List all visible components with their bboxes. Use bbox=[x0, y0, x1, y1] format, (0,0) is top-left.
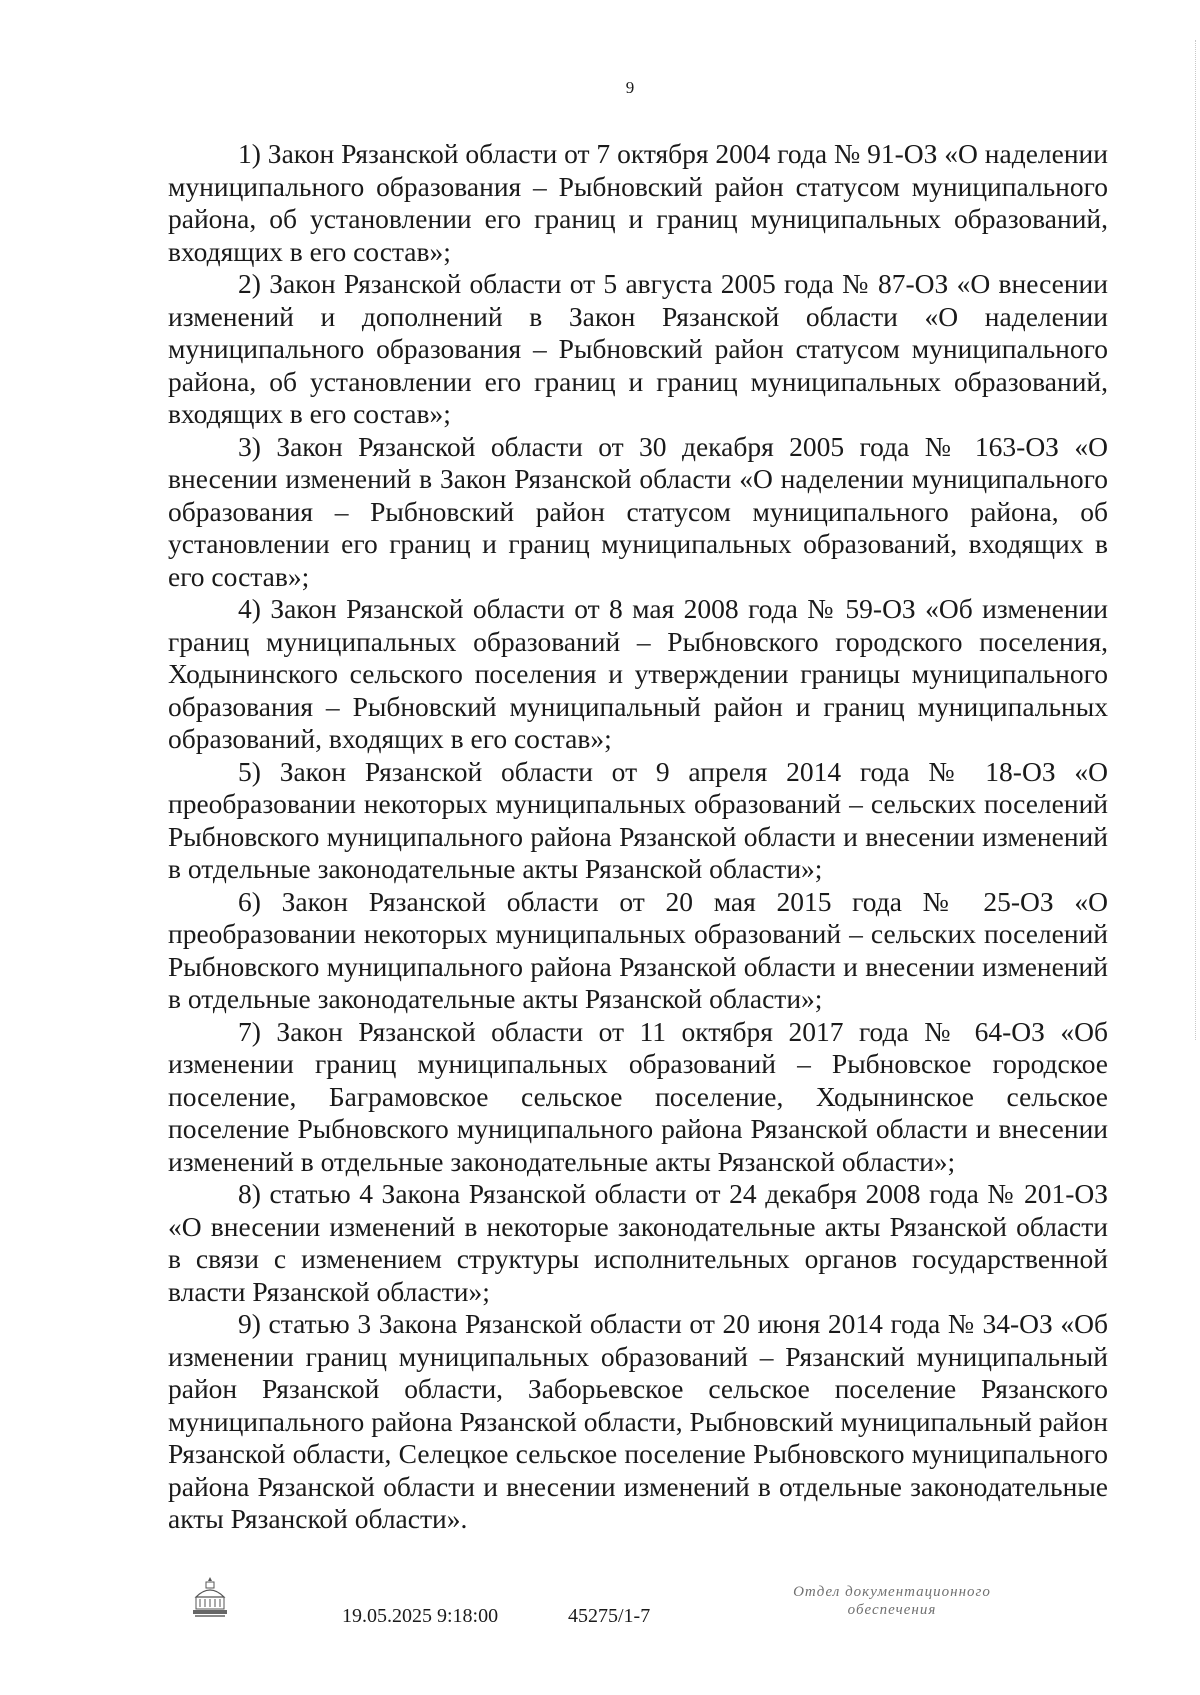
law-item-4: 4) Закон Рязанской области от 8 мая 2008 года № 59-ОЗ «Об изменении границ муниципальных образований – Рыбновского городского поселения, Ходынинского сельского поселения и утверждении границы муниципального образования – Рыбновский муниципальный район и границ муниципальных образований, входящих в его состав»; bbox=[168, 593, 1108, 754]
law-item-1: 1) Закон Рязанской области от 7 октября 2004 года № 91-ОЗ «О наделении муниципального образования – Рыбновский район статусом муниципального района, об установлении его границ и границ муниципальных образований, входящих в его состав»; bbox=[168, 138, 1108, 267]
law-item-2: 2) Закон Рязанской области от 5 августа 2005 года № 87-ОЗ «О внесении изменений и дополнений в Закон Рязанской области «О наделении муниципального образования – Рыбновский район статусом муниципального района, об установлении его границ и границ муниципальных образований, входящих в его состав»; bbox=[168, 268, 1108, 429]
footer-document-number: 45275/1-7 bbox=[568, 1605, 651, 1627]
page-number: 9 bbox=[625, 78, 635, 97]
department-line-1: Отдел документационного bbox=[793, 1584, 991, 1600]
document-body bbox=[168, 138, 1108, 1536]
footer-date: 19.05.2025 9:18:00 bbox=[342, 1605, 499, 1627]
law-item-3: 3) Закон Рязанской области от 30 декабря 2005 года № 163-ОЗ «О внесении изменений в Закон Рязанской области «О наделении муниципального образования – Рыбновский район статусом муниципального района, об установлении его границ и границ муниципальных образований, входящих в его состав»; bbox=[168, 430, 1108, 592]
footer bbox=[0, 1575, 1200, 1645]
law-item-5: 5) Закон Рязанской области от 9 апреля 2014 года № 18-ОЗ «О преобразовании некоторых муниципальных образований – сельских поселений Рыбновского муниципального района Рязанской области и внесении изменений в отдельные законодательные акты Рязанской области»; bbox=[168, 755, 1108, 884]
scan-edge-artifact bbox=[1192, 40, 1196, 1040]
department-line-2: обеспечения bbox=[847, 1602, 937, 1618]
law-item-6: 6) Закон Рязанской области от 20 мая 2015 года № 25-ОЗ «О преобразовании некоторых муниципальных образований – сельских поселений Рыбновского муниципального района Рязанской области и внесении изменений в отдельные законодательные акты Рязанской области»; bbox=[168, 885, 1108, 1014]
law-item-9: 9) статью 3 Закона Рязанской области от 20 июня 2014 года № 34-ОЗ «Об изменении границ муниципальных образований – Рязанский муниципальный район Рязанской области, Заборьевское сельское поселение Рязанского муниципального района Рязанской области, Рыбновский муниципальный район Рязанской области, Селецкое сельское поселение Рыбновского муниципального района Рязанской области и внесении изменений в отдельные законодательные акты Рязанской области». bbox=[168, 1308, 1108, 1534]
law-item-8: 8) статью 4 Закона Рязанской области от 24 декабря 2008 года № 201-ОЗ «О внесении изменений в некоторые законодательные акты Рязанской области в связи с изменением структуры исполнительных органов государственной власти Рязанской области»; bbox=[168, 1178, 1108, 1307]
emblem-logo-icon bbox=[190, 1575, 230, 1621]
footer-department-stamp bbox=[742, 1583, 1042, 1619]
law-item-7: 7) Закон Рязанской области от 11 октября 2017 года № 64-ОЗ «Об изменении границ муниципальных образований – Рыбновское городское поселение, Баграмовское сельское поселение, Ходынинское сельское поселение Рыбновского муниципального района Рязанской области и внесении изменений в отдельные законодательные акты Рязанской области»; bbox=[168, 1015, 1108, 1177]
